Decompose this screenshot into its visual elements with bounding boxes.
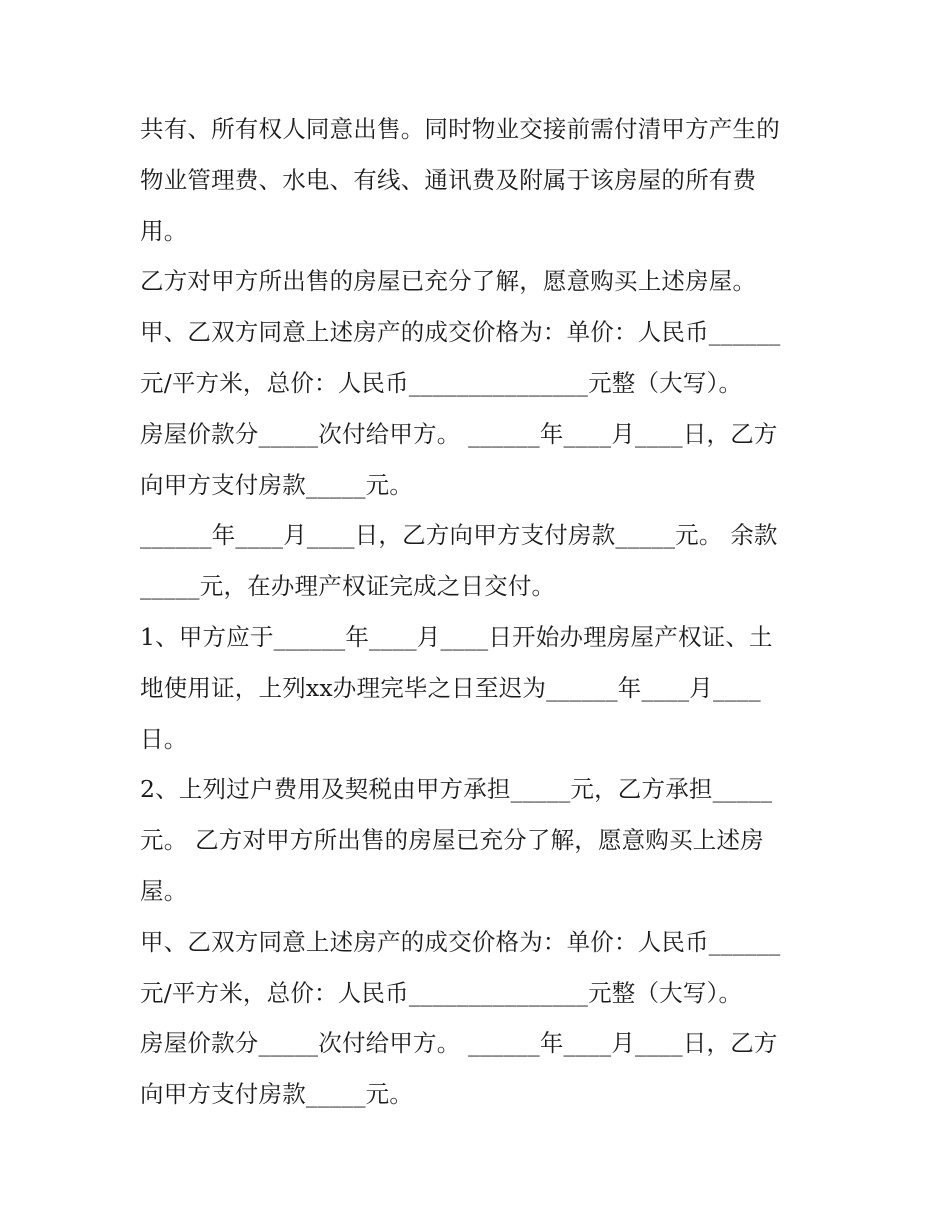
paragraph-fees (140, 104, 820, 256)
paragraph-payment-schedule-repeat (140, 1018, 820, 1120)
paragraph-price (140, 307, 820, 409)
text-line: ______年____月____日，乙方向甲方支付房款_____元。 余款 (140, 521, 778, 550)
text-line: 元。 乙方对甲方所出售的房屋已充分了解，愿意购买上述房 (140, 826, 764, 855)
text-line: 乙方对甲方所出售的房屋已充分了解，愿意购买上述房屋。 (140, 267, 757, 296)
text-line: 房屋价款分_____次付给甲方。 ______年____月____日，乙方 (140, 1029, 778, 1058)
text-line: 地使用证，上列xx办理完毕之日至迟为______年____月____ (140, 673, 761, 702)
text-line: 甲、乙双方同意上述房产的成交价格为：单价：人民币______ (140, 318, 781, 347)
paragraph-clause-1 (140, 612, 820, 764)
text-line: 1、甲方应于______年____月____日开始办理房屋产权证、土 (140, 622, 773, 651)
text-line: 用。 (140, 216, 188, 245)
paragraph-price-repeat (140, 917, 820, 1019)
text-line: 向甲方支付房款_____元。 (140, 470, 414, 499)
text-line: 日。 (140, 724, 188, 753)
paragraph-payment-schedule (140, 409, 820, 511)
text-line: 物业管理费、水电、有线、通讯费及附属于该房屋的所有费 (140, 165, 757, 194)
text-line: 元/平方米，总价：人民币_______________元整（大写）。 (140, 978, 743, 1007)
text-line: 元/平方米，总价：人民币_______________元整（大写）。 (140, 368, 743, 397)
text-line: _____元，在办理产权证完成之日交付。 (140, 572, 556, 601)
text-line: 共有、所有权人同意出售。同时物业交接前需付清甲方产生的 (140, 115, 780, 143)
text-line: 甲、乙双方同意上述房产的成交价格为：单价：人民币______ (140, 927, 781, 956)
text-line: 2、上列过户费用及契税由甲方承担_____元，乙方承担_____ (140, 775, 773, 804)
text-line: 屋。 (140, 876, 188, 905)
document-body (140, 104, 820, 1120)
text-line: 房屋价款分_____次付给甲方。 ______年____月____日，乙方 (140, 419, 778, 448)
text-line: 向甲方支付房款_____元。 (140, 1080, 414, 1109)
paragraph-buyer-understanding (140, 256, 820, 307)
paragraph-clause-2 (140, 764, 820, 916)
paragraph-balance (140, 510, 820, 612)
